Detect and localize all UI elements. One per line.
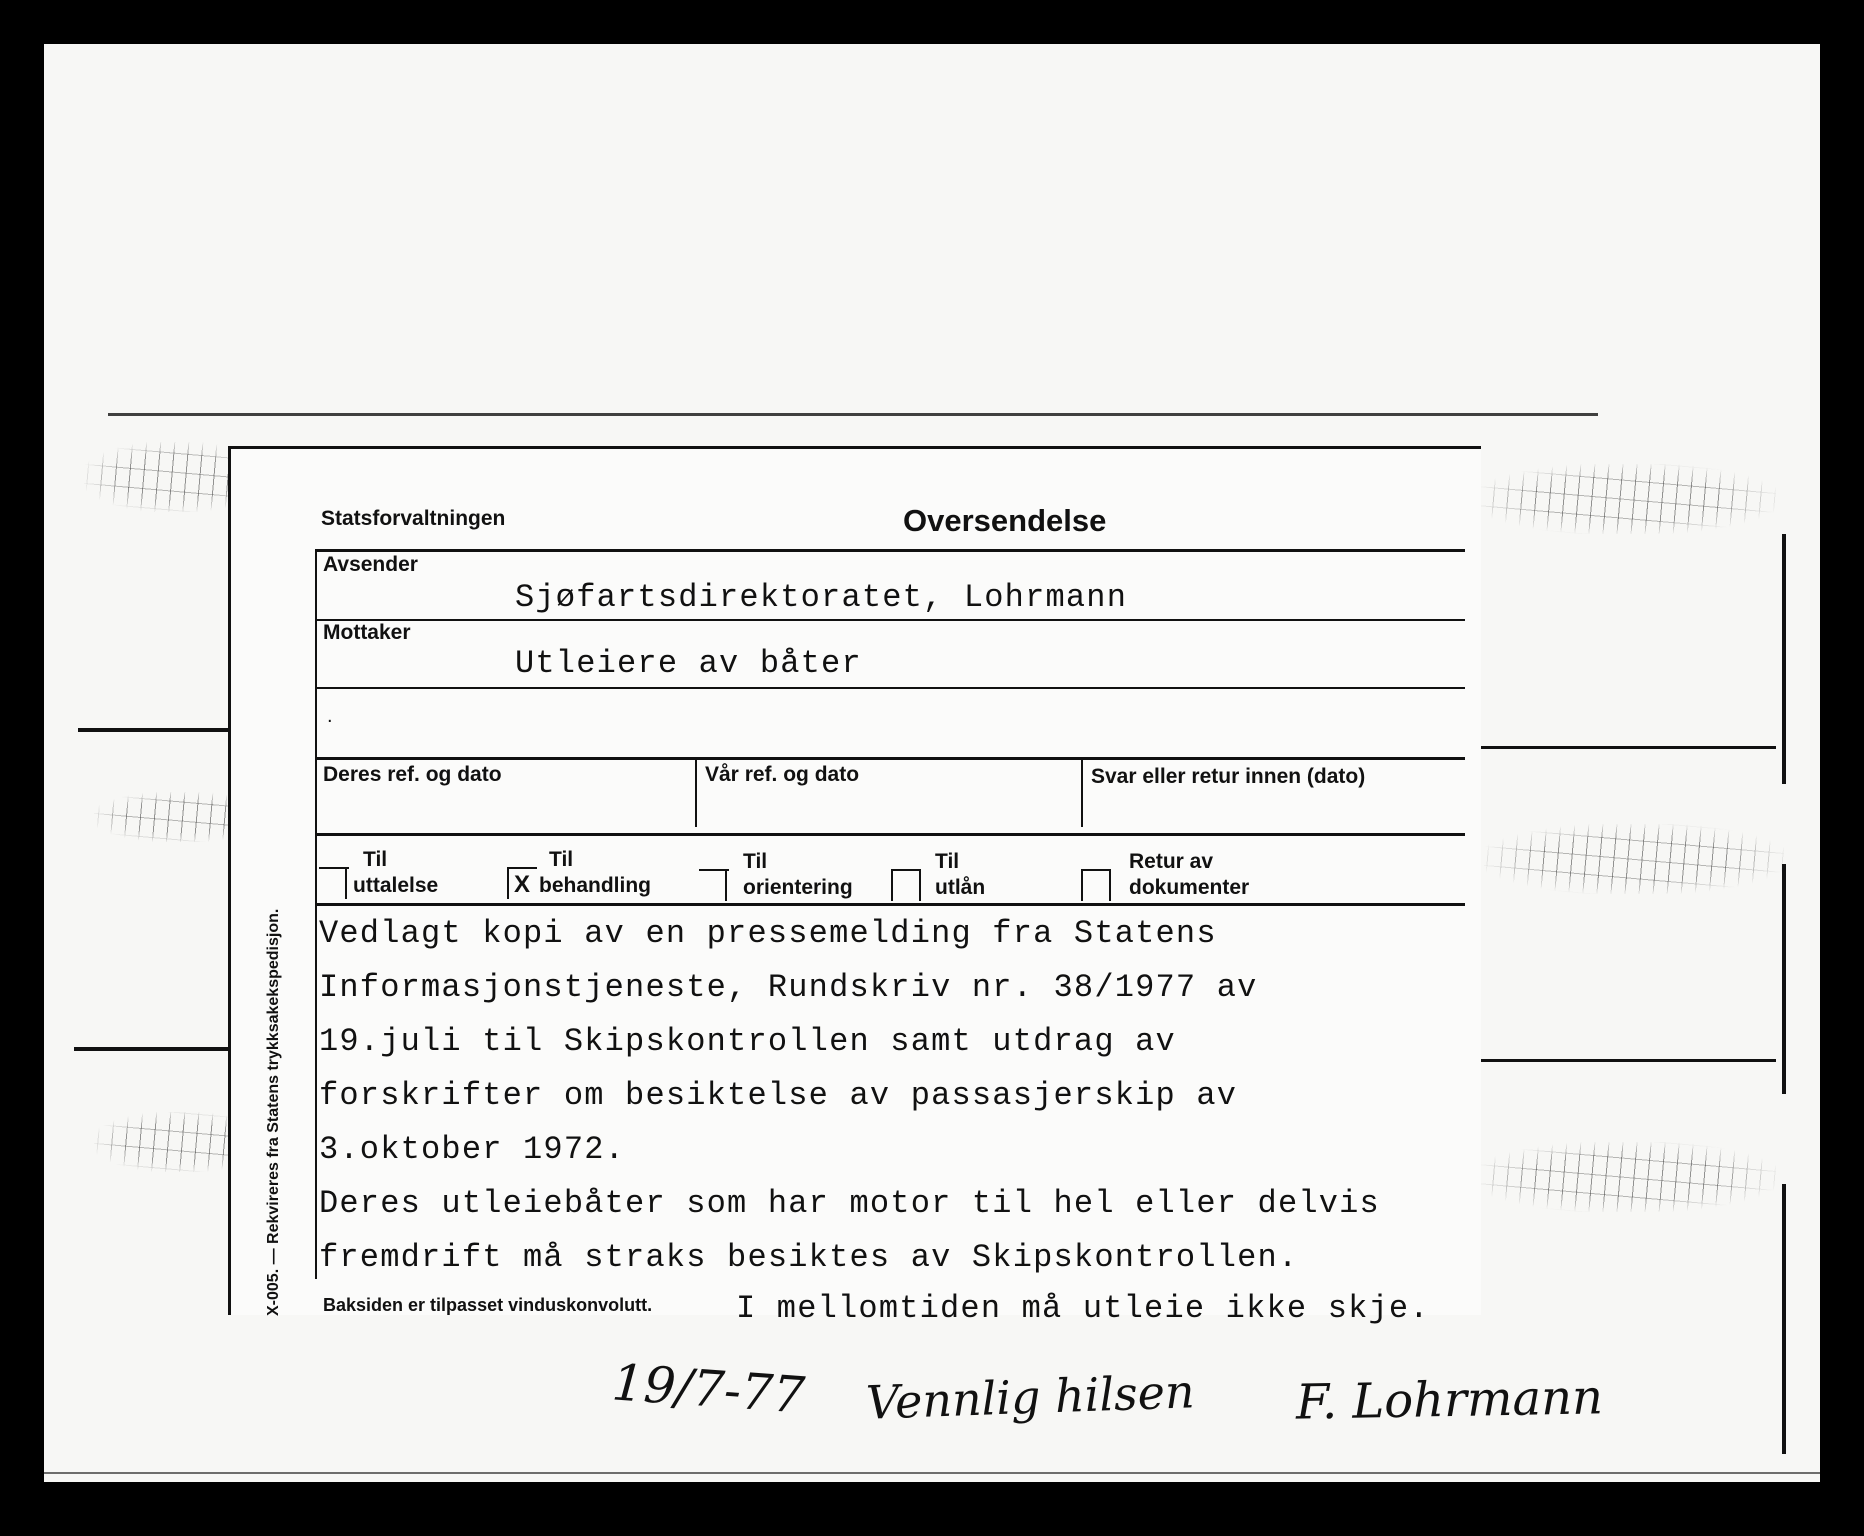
check-mark: X [514,871,531,898]
option-checkbox[interactable] [699,869,727,901]
message-line: Vedlagt kopi av en pressemelding fra Statens [319,915,1217,952]
transmittal-form [228,446,1481,1315]
side-print-text: X-005. — Rekvireres fra Statens trykksakekspedisjon. [265,908,282,1316]
form-rule [315,619,1465,621]
rule-right [1782,1184,1786,1454]
extra-line: . [327,705,333,727]
option-line1: Retur av [1129,850,1214,873]
scan-noise [1476,464,1776,534]
rule-right [1476,746,1776,749]
form-title: Oversendelse [903,503,1107,538]
message-last-line: I mellomtiden må utleie ikke skje. [736,1290,1430,1327]
form-rule [315,903,1465,906]
option-checkbox[interactable] [891,869,921,901]
field-divider [695,757,697,827]
option-line2: utlån [935,876,986,899]
sender-value: Sjøfartsdirektoratet, Lohrmann [515,579,1128,616]
rule-right [1782,534,1786,784]
scan-noise [1484,824,1784,894]
signature-date: 19/7-77 [610,1353,807,1425]
option-checkbox[interactable] [319,867,347,899]
option-line2: dokumenter [1129,876,1250,899]
message-line: fremdrift må straks besiktes av Skipskontrollen. [319,1239,1299,1276]
rule-right [1476,1059,1776,1062]
sender-label: Avsender [323,553,418,576]
footer-note: Baksiden er tilpasset vinduskonvolutt. [323,1295,653,1315]
form-rule [315,549,1465,552]
rule-right [1782,864,1786,1094]
form-issuer: Statsforvaltningen [321,507,506,530]
option-line1: Til [743,850,768,873]
option-line2: orientering [743,876,853,899]
option-line1: Til [935,850,960,873]
message-line: forskrifter om besiktelse av passasjerskip av [319,1077,1238,1114]
form-left-edge [315,549,317,1279]
option-line2: uttalelse [353,874,439,897]
recipient-label: Mottaker [323,621,411,644]
rule-left [74,1047,230,1051]
option-line1: Til [363,848,388,871]
signature-name: F. Lohrmann [1295,1369,1604,1431]
message-line: Deres utleiebåter som har motor til hel eller delvis [319,1185,1380,1222]
ref-ours-label: Vår ref. og dato [705,763,860,786]
option-checkbox[interactable] [1081,869,1111,901]
form-rule [315,757,1465,760]
signature-closing: Vennlig hilsen [865,1364,1196,1430]
message-line: 19.juli til Skipskontrollen samt utdrag av [319,1023,1176,1060]
rule-bottom [44,1472,1820,1474]
message-line: 3.oktober 1972. [319,1131,626,1168]
rule-left [78,728,228,732]
message-line: Informasjonstjeneste, Rundskriv nr. 38/1977 av [319,969,1258,1006]
field-divider [1081,757,1083,827]
option-line2: behandling [539,874,651,897]
recipient-value: Utleiere av båter [515,645,862,682]
form-rule [315,833,1465,836]
rule-top-left [108,413,1598,416]
option-line1: Til [549,848,574,871]
signature-underline [600,1430,1640,1460]
form-rule [315,687,1465,689]
reply-label: Svar eller retur innen (dato) [1091,765,1366,788]
scan-noise [1476,1142,1776,1212]
ref-yours-label: Deres ref. og dato [323,763,502,786]
